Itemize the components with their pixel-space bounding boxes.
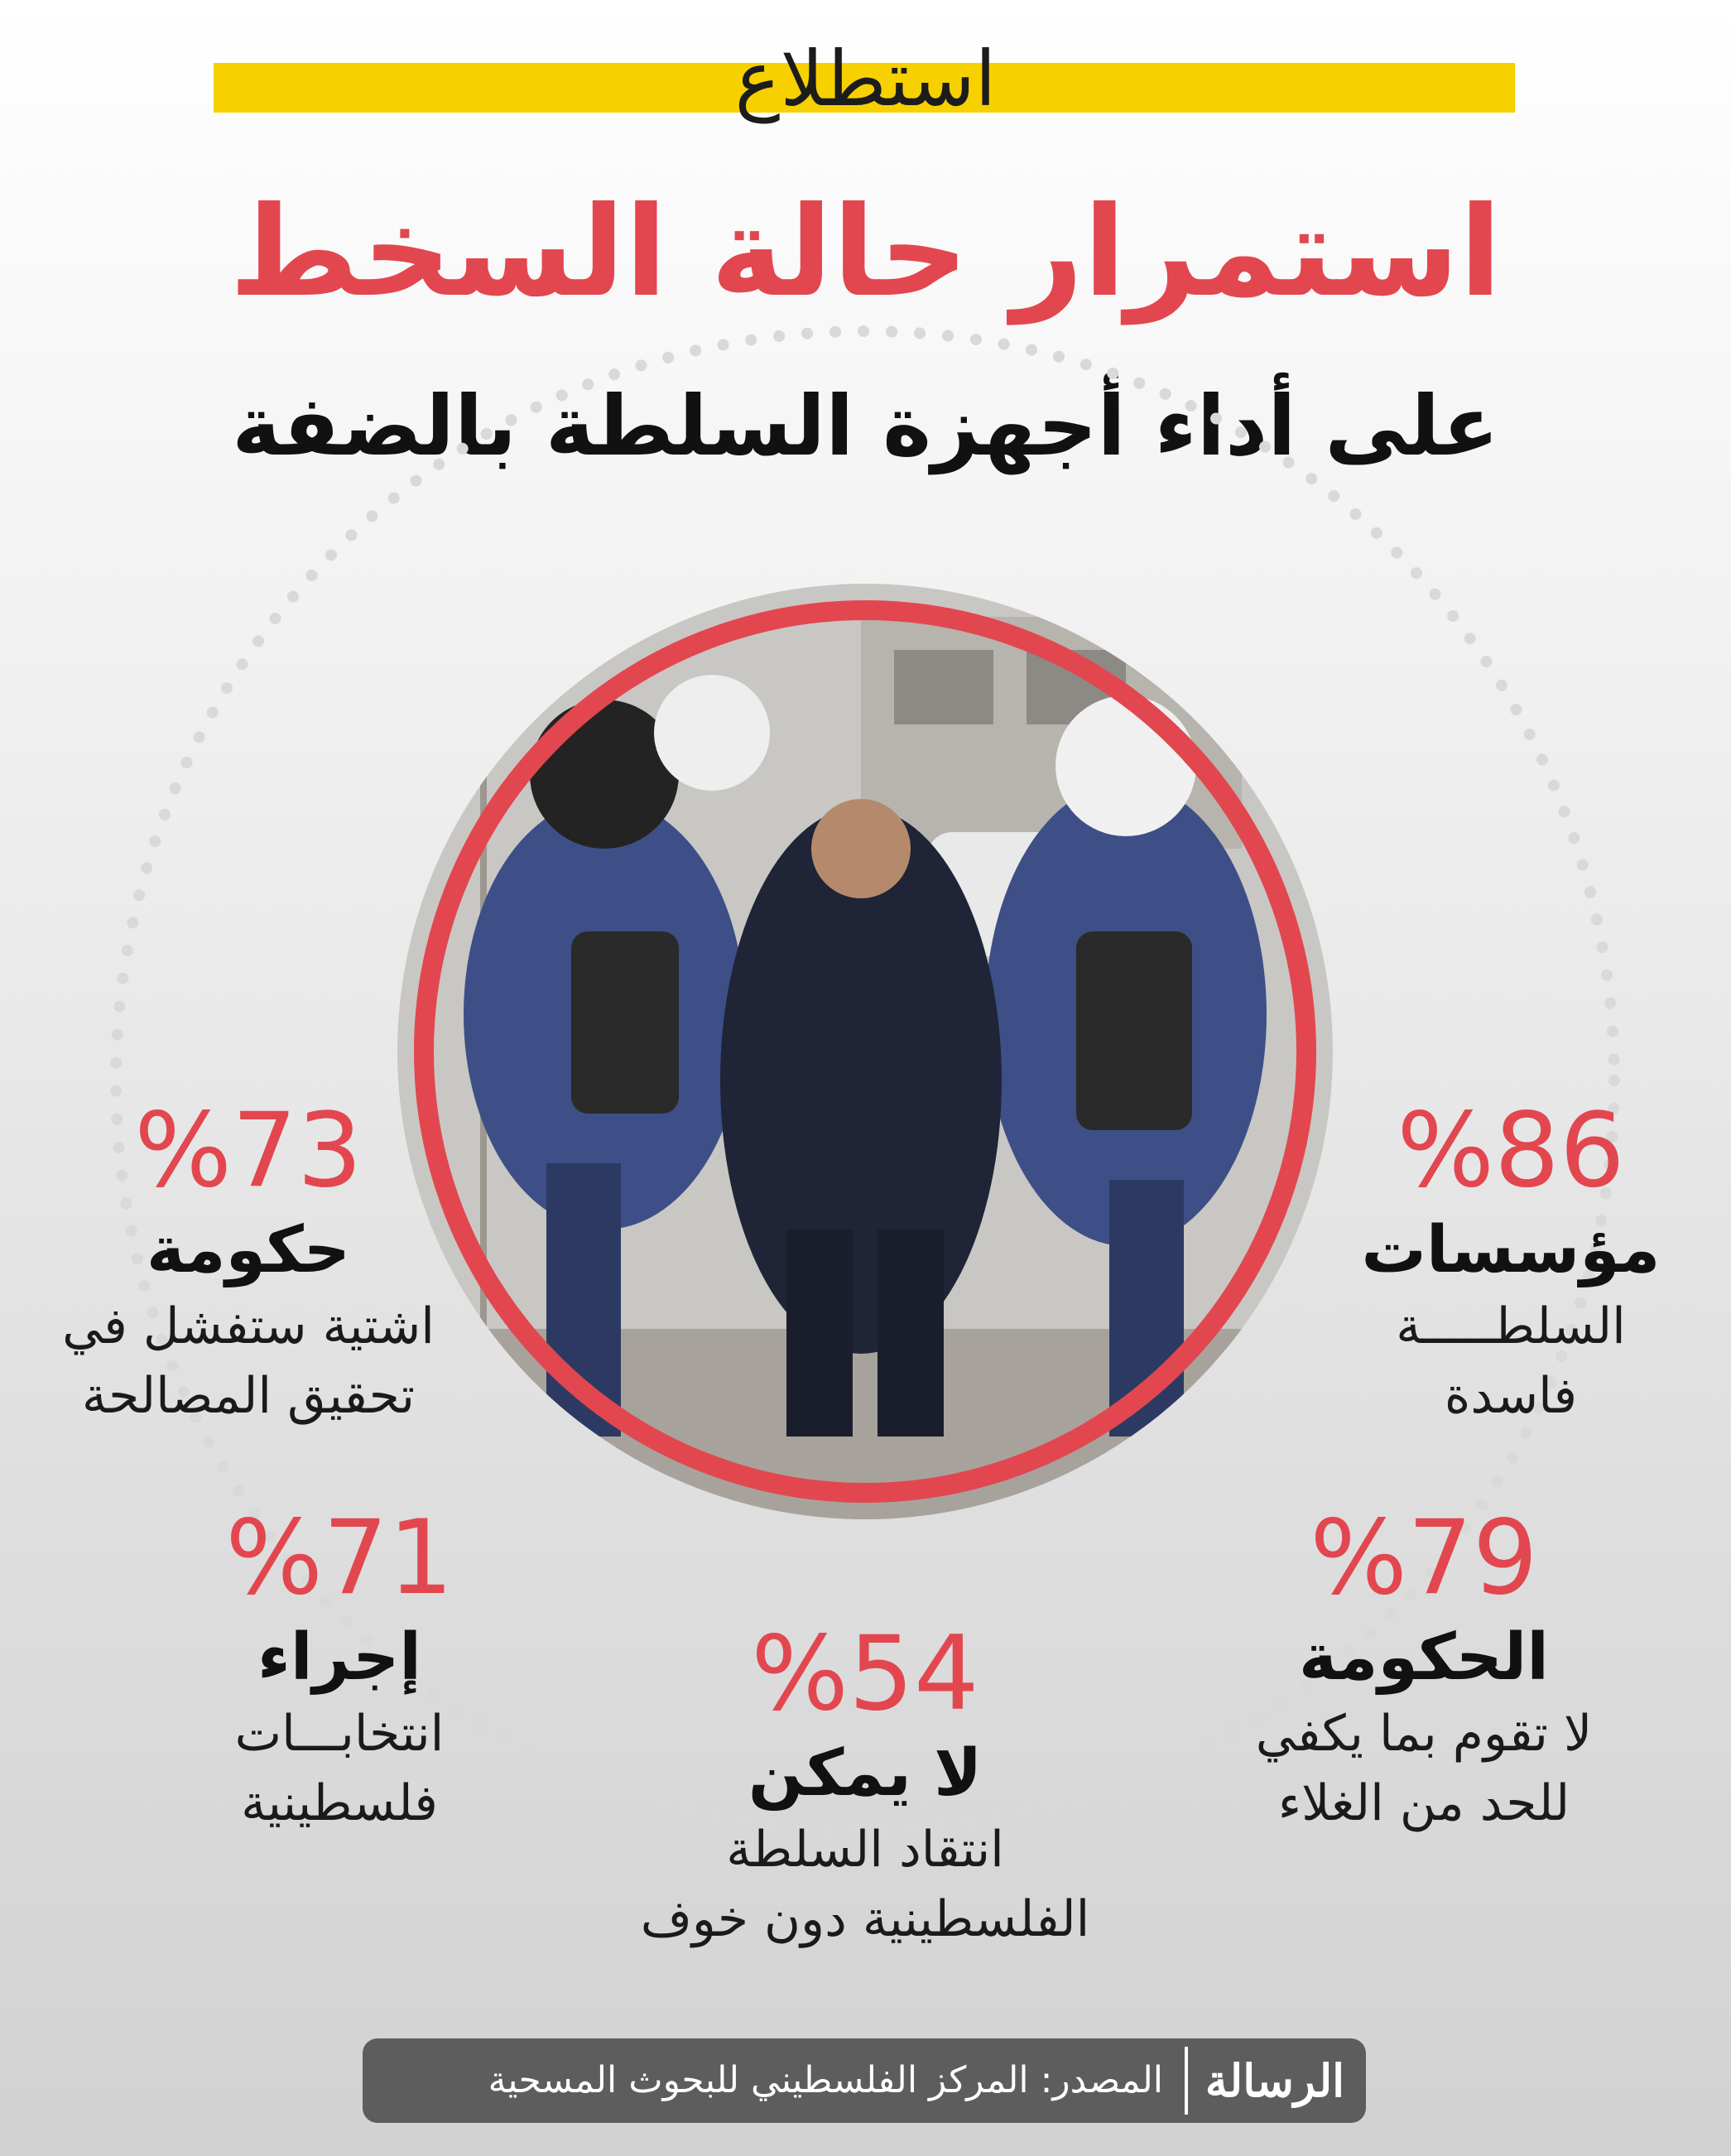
source-text: المصدر: المركز الفلسطيني للبحوث المسحية: [488, 2059, 1163, 2101]
stat-description-line: فاسدة: [1444, 1367, 1578, 1425]
stat-percent: %71: [225, 1499, 454, 1618]
stat-description-line: اشتية ستفشل في: [62, 1297, 435, 1355]
police-arrest-photo: [397, 584, 1333, 1519]
stat-elections: [149, 1500, 530, 1838]
stat-heading: مؤسسات: [1361, 1213, 1661, 1287]
stat-government-reconciliation: [17, 1093, 480, 1431]
page-subtitle: على أداء أجهزة السلطة بالضفة: [232, 378, 1499, 474]
kicker-label: استطلاع: [734, 35, 997, 123]
stat-percent: %73: [134, 1091, 363, 1210]
stat-heading: لا يمكن: [748, 1736, 983, 1811]
stat-criticism: [600, 1616, 1130, 1954]
stat-description-line: فلسطينية: [241, 1774, 438, 1832]
stat-heading: الحكومة: [1298, 1620, 1550, 1695]
stat-heading: إجراء: [257, 1620, 422, 1695]
source-footer: [363, 2038, 1366, 2123]
stat-government-prices: [1184, 1500, 1664, 1838]
footer-divider: [1185, 2047, 1188, 2115]
stat-percent: %54: [751, 1615, 979, 1734]
photo-illustration: [397, 584, 1333, 1519]
stat-heading: حكومة: [146, 1213, 351, 1287]
stat-description-line: لا تقوم بما يكفي: [1255, 1705, 1593, 1763]
page-title: استمرار حالة السخط: [228, 180, 1503, 325]
stat-description-line: انتقاد السلطة: [726, 1821, 1004, 1879]
stat-description-line: للحد من الغلاء: [1277, 1774, 1570, 1832]
stat-description-line: السلطـــــة: [1396, 1297, 1626, 1355]
stat-description-line: الفلسطينية دون خوف: [640, 1890, 1090, 1948]
stat-percent: %86: [1397, 1091, 1625, 1210]
stat-institutions: [1333, 1093, 1689, 1431]
stat-description-line: انتخابـــات: [234, 1705, 445, 1763]
stat-percent: %79: [1310, 1499, 1538, 1618]
al-resalah-logo: الرسالة: [1204, 2054, 1345, 2107]
stat-description-line: تحقيق المصالحة: [81, 1367, 416, 1425]
